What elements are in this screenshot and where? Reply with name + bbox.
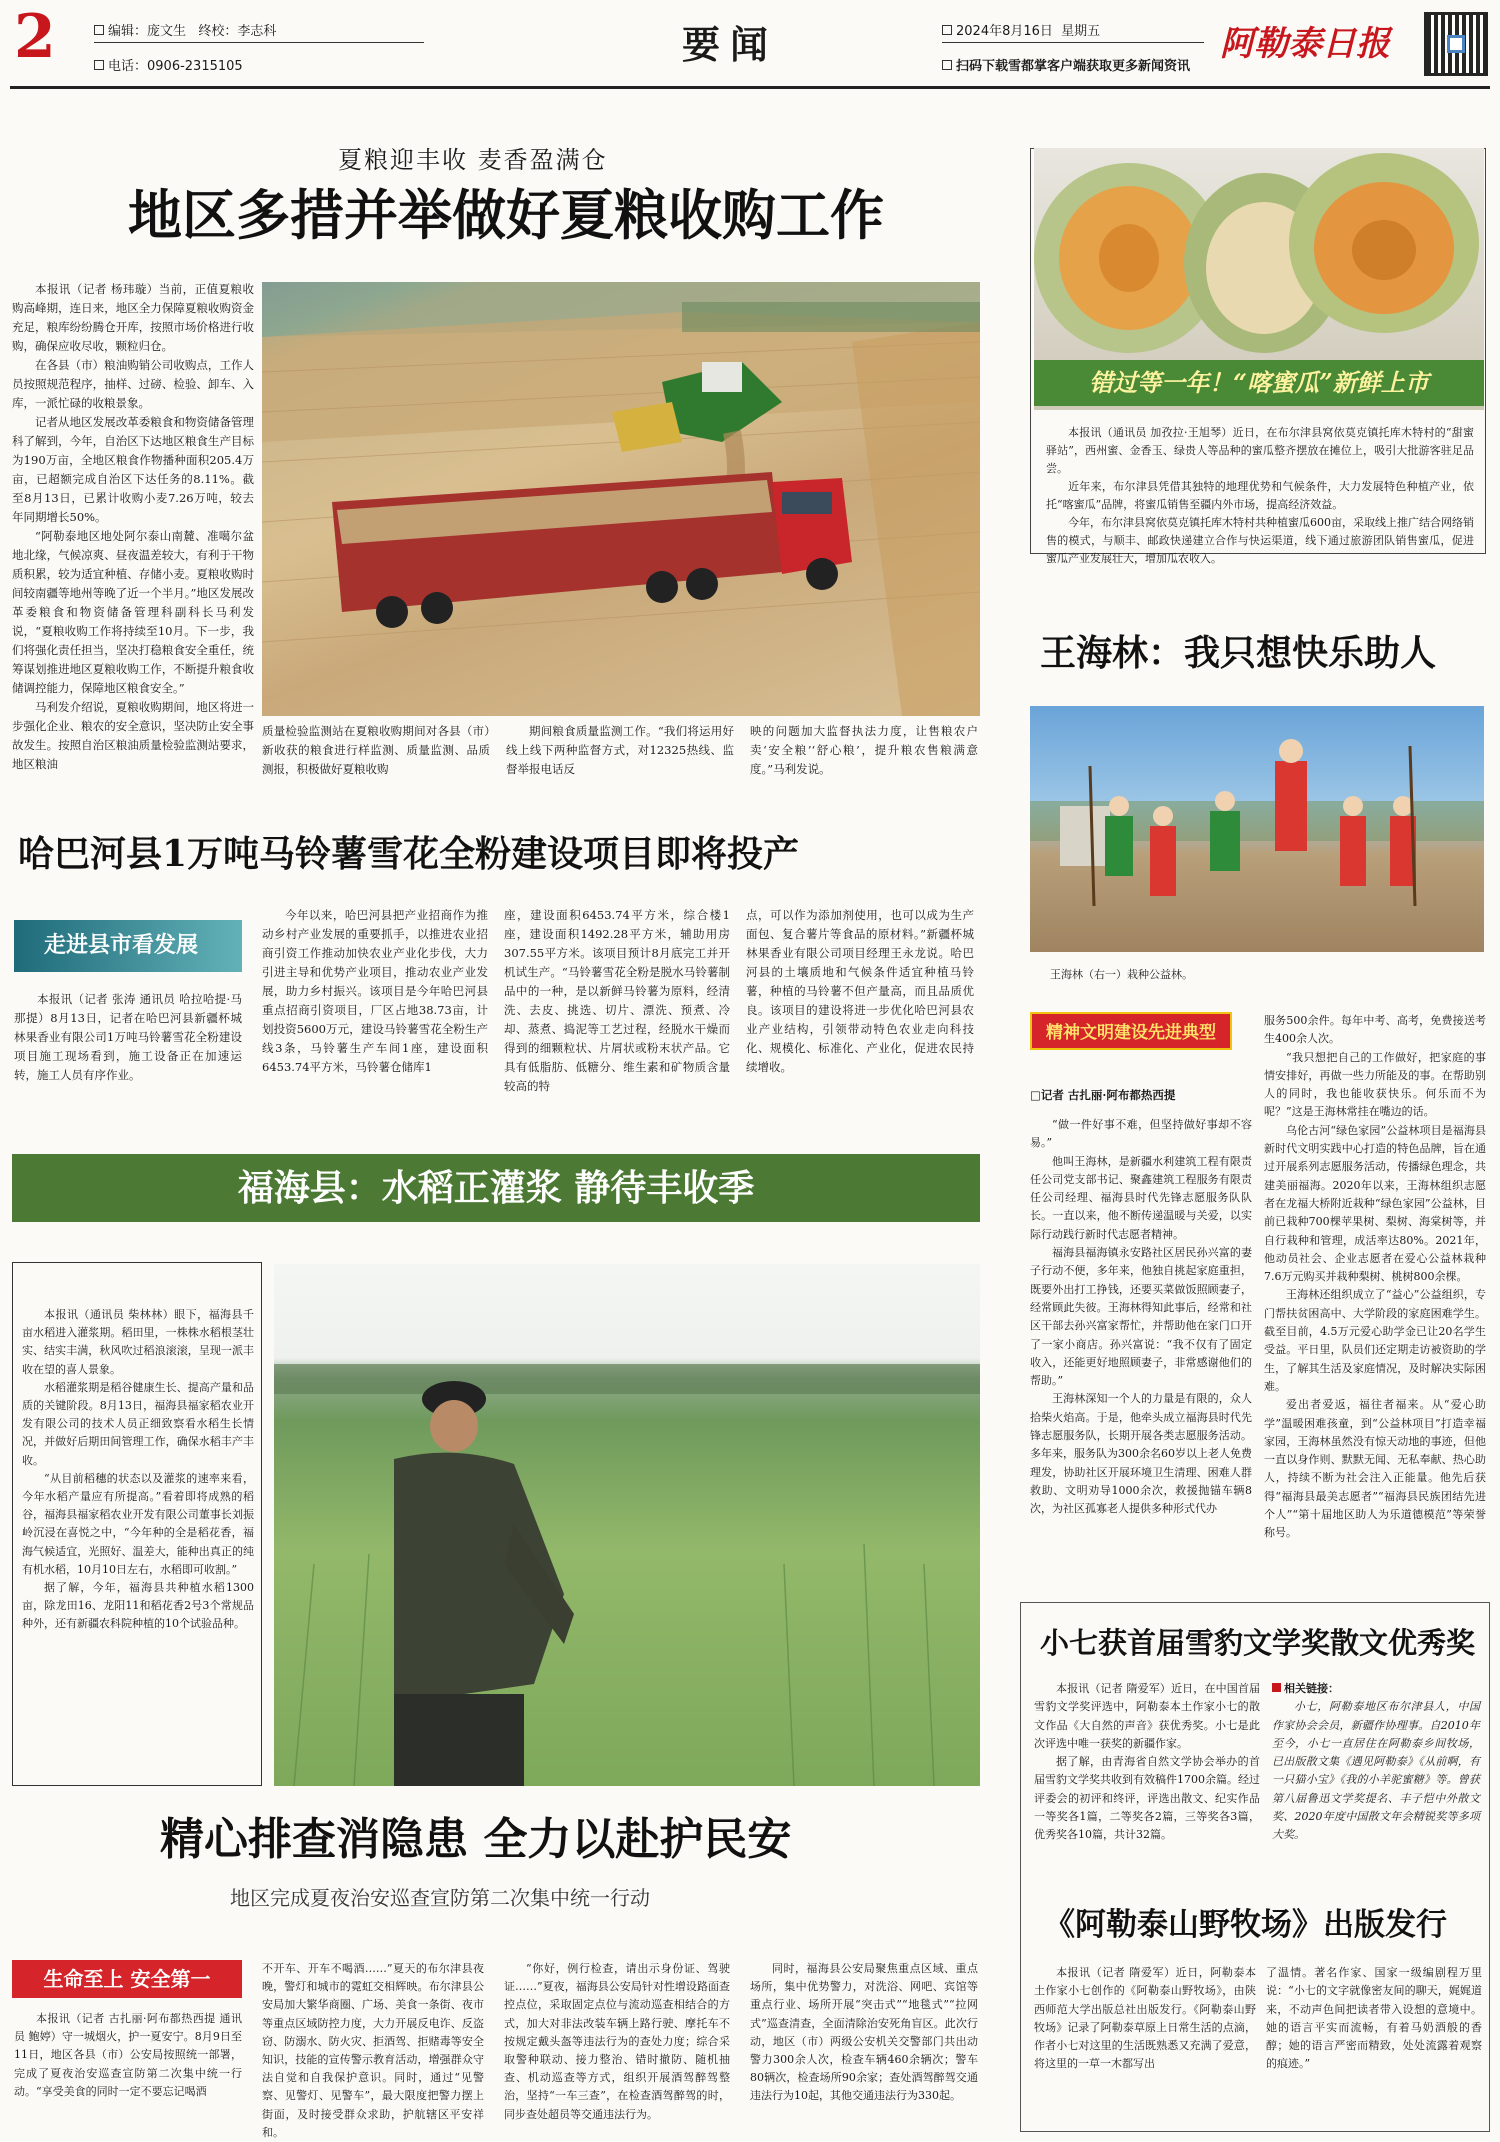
app-promo-text: 扫码下载雪都掌客户端获取更多新闻资讯 [956, 59, 1191, 74]
scan-icon [942, 60, 952, 70]
red-square-icon [1272, 1683, 1281, 1692]
editor: 编辑：庞文生 [108, 24, 187, 39]
article1-bottom-col2: 期间粮食质量监测工作。“我们将运用好线上线下两种监督方式，对12325热线、监督举报电话反 [506, 724, 734, 776]
melon-text [1046, 424, 1474, 565]
xiaoqi-headline: 小七获首届雪豹文学奖散文优秀奖 [1040, 1626, 1476, 1660]
potato-tag: 走进县市看发展 [14, 920, 242, 972]
date-line [942, 20, 1202, 40]
wheat-field-graphic [262, 282, 980, 716]
wang-photo [1030, 706, 1484, 952]
phone: 电话：0906-2315105 [108, 59, 243, 74]
wang-c1p2: 他叫王海林，是新疆水利建筑工程有限责任公司党支部书记、聚鑫建筑工程服务有限责任公司经理、福海县时代先锋志愿服务队队长。一直以来，他不断传递温暖与关爱，以实际行动践行新时代志愿者精神。 [1030, 1154, 1252, 1241]
wang-c2p3: 乌伦古河“绿色家园”公益林项目是福海县新时代文明实践中心打造的特色品牌，旨在通过开展系列志愿服务活动，传播绿色理念，共建美丽福海。2020年以来，王海林组织志愿者在龙福大桥附近栽种“绿色家园”公益林，目前已栽种700棵苹果树、梨树、海棠树等，并自行栽种和管理，成活率达80%。2021年，他动员社会、企业志愿者在爱心公益林栽种7.6万元购买并栽种梨树、桃树800余棵。 [1264, 1123, 1486, 1284]
wang-c2p4: 王海林还组织成立了“益心”公益组织，专门帮扶贫困高中、大学阶段的家庭困难学生。截至目前，4.5万元爱心助学金已让20名学生受益。平日里，队员们还定期走访被资助的学生，了解其生活及家庭情况，及时解决实际困难。 [1264, 1288, 1486, 1393]
article1-p3: 记者从地区发展改革委粮食和物资储备管理科了解到，今年，自治区下达地区粮食生产目标为190万亩，全地区粮食作物播种面积205.4万亩，已超额完成自治区下达任务的8.11%。截至8月13日，已累计收购小麦7.26万吨，较去年同期增长50%。 [12, 415, 254, 524]
potato-col2: 座，建设面积6453.74平方米，综合楼1座，建设面积1492.28平方米，辅助用房307.55平方米。该项目预计8月底完工并开机试生产。“马铃薯雪花全粉是脱水马铃薯制品中的一种，是以新鲜马铃薯为原料，经清洗、去皮、挑选、切片、漂洗、预煮、冷却、蒸煮、捣泥等工艺过程，经脱水干燥而得到的细颗粒状、片屑状或粉末状产品。它具有低脂肪、低糖分、维生素和矿物质含量较高的特 [504, 908, 730, 1093]
rice-field-graphic [274, 1264, 980, 1786]
wang-tag: 精神文明建设先进典型 [1030, 1012, 1232, 1050]
potato-col3: 点，可以作为添加剂使用，也可以成为生产面包、复合薯片等食品的原材料。”新疆杯城林果香业有限公司项目经理王永龙说。哈巴河县的土壤质地和气候条件适宜种植马铃薯，种植的马铃薯不但产量高，而且品质优良。该项目的建设将进一步优化哈巴河县农业产业结构，引领带动特色农业走向科技化、规模化、标准化、产业化，促进农民持续增收。 [746, 908, 974, 1074]
section-title: 要闻 [681, 22, 778, 67]
potato-col1: 今年以来，哈巴河县把产业招商作为推动乡村产业发展的重要抓手，以推进农业招商引资工作推动加快农业产业化步伐，大力引进主导和优势产业项目，推动农业产业发展，助力乡村振兴。该项目是今年哈巴河县重点招商引资项目，厂区占地38.73亩，计划投资5600万元，建设马铃薯雪花全粉生产线3条，马铃薯生产车间1座，建设面积6453.74平方米，马铃薯仓储库1 [262, 908, 488, 1074]
melon-p3: 今年，布尔津县窝依莫克镇托库木特村共种植蜜瓜600亩，采取线上推广结合网络销售的模式，与顺丰、邮政快递建立合作与快运渠道，线下通过旅游团队销售蜜瓜，促进蜜瓜产业发展壮大，增加瓜农收入。 [1046, 516, 1474, 565]
article1-p1: 本报讯（记者 杨玮璇）当前，正值夏粮收购高峰期，连日来，地区全力保障夏粮收购资金充足，粮库纷纷腾仓开库，按照市场价格进行收购，确保应收尽收，颗粒归仓。 [12, 282, 254, 353]
rice-p2: 水稻灌浆期是稻谷健康生长、提高产量和品质的关键阶段。8月13日，福海县福家稻农业开发有限公司的技术人员正细致察看水稻生长情况，并做好后期田间管理工作，确保水稻丰产丰收。 [22, 1380, 254, 1467]
wang-c2p2: “我只想把自己的工作做好，把家庭的事情安排好，再做一些力所能及的事。在帮助别人的同时，我也能收获快乐。何乐而不为呢？”这是王海林常挂在嘴边的话。 [1264, 1050, 1486, 1119]
article1-p2: 在各县（市）粮油购销公司收购点，工作人员按照规范程序，抽样、过磅、检验、卸车、入库，一派忙碌的收粮景象。 [12, 358, 254, 410]
melon-banner: 错过等一年！“喀蜜瓜”新鲜上市 [1034, 360, 1484, 406]
weekday: 星期五 [1061, 24, 1101, 39]
melon-photo [1034, 148, 1484, 410]
security-subhead: 地区完成夏夜治安巡查宣防第二次集中统一行动 [230, 1886, 650, 1910]
related-link-label-text: 相关链接： [1284, 1682, 1339, 1695]
article1-p5: 马利发介绍说，夏粮收购期间，地区将进一步强化企业、粮农的安全意识，坚决防止安全事故发生。按照自治区粮油质量检验监测站要求，地区粮油 [12, 700, 254, 771]
phone-icon [94, 60, 104, 70]
calendar-icon [942, 25, 952, 35]
rice-p1: 本报讯（通讯员 柴林林）眼下，福海县千亩水稻进入灌浆期。稻田里，一株株水稻根茎壮实、结实丰满，秋风吹过稻浪滚滚，呈现一派丰收在望的喜人景象。 [22, 1308, 254, 1376]
proofreader: 终校：李志科 [198, 24, 277, 39]
wang-c1p4: 王海林深知一个人的力量是有限的，众人拾柴火焰高。于是，他牵头成立福海县时代先锋志愿服务队，长期开展各类志愿服务活动。多年来，服务队为300余名60岁以上老人免费理发，协助社区开展环境卫生清理、困难人群救助、文明劝导1000余次，救援抛锚车辆8次，为社区孤寡老人提供多种形式代办 [1030, 1392, 1252, 1516]
page-number: 2 [14, 2, 56, 72]
article1-p4: “阿勒泰地区地处阿尔泰山南麓、准噶尔盆地北缘，气候凉爽、昼夜温差较大，有利于干物质积累，较为适宜种植、存储小麦。夏粮收购时间较南疆等地州等晚了近一个半月。”地区发展改革委粮食和物资储备管理科副科长马利发说，“夏粮收购工作将持续至10月。下一步，我们将强化责任担当，坚决打稳粮食安全重任，统筹谋划推进地区夏粮收购工作，不断提升粮食收储调控能力，保障地区粮食安全。” [12, 529, 254, 695]
related-link-text: 小七，阿勒泰地区布尔津县人，中国作家协会会员，新疆作协理事。自2010年至今，小七一直居住在阿勒泰乡间牧场，已出版散文集《遇见阿勒泰》《从前啊，有一只猫小宝》《我的小羊驼蜜糖》等。曾获第八届鲁迅文学奖提名、丰子恺中外散文奖、2020年度中国散文年会精锐奖等多项大奖。 [1272, 1700, 1480, 1842]
book-col2: 了温情。著名作家、国家一级编剧程万里说：“小七的文字就像密友间的聊天，娓娓道来，不动声色间把读者带入设想的意境中。她的语言平实而流畅，有着马奶酒般的香醇；她的语言严密而精致，处处流露着观察的痕迹。” [1266, 1966, 1482, 2071]
editor-line [94, 20, 424, 40]
rice-text [22, 1306, 254, 1782]
security-col3: “你好，例行检查，请出示身份证、驾驶证……”夏夜，福海县公安局针对性增设路面查控点位，采取固定点位与流动巡查相结合的方式，加大对非法改装车辆上路行驶、摩托车不按规定戴头盔等违法行为的查处力度；综合采取警种联动、接力整治、错时撤防、随机抽查、机动巡查等方式，组织开展酒驾醉驾整治，坚持“一车三查”，在检查酒驾醉驾的时，同步查处超员等交通违法行为。 [504, 1962, 730, 2121]
xiaoqi-link [1272, 1680, 1480, 1900]
article1-kicker: 夏粮迎丰收 麦香盈满仓 [338, 146, 608, 174]
app-promo [942, 55, 1222, 75]
wang-c2p5: 爱出者爱返，福往者福来。从“爱心助学”温暖困难孩童，到“公益林项目”打造幸福家园，王海林虽然没有惊天动地的事迹，但他一直以身作则、默默无闻、无私奉献、热心助人，持续不断为社会注入正能量。他先后获得“福海县最美志愿者”“福海县民族团结先进个人”“第十届地区助人为乐道德模范”等荣誉称号。 [1264, 1398, 1486, 1540]
paper-logo: 阿勒泰日报 [1220, 24, 1390, 64]
potato-lead: 本报讯（记者 张涛 通讯员 哈拉哈提·马那提）8月13日，记者在哈巴河县新疆杯城林果香业有限公司1万吨马铃薯雪花全粉建设项目施工现场看到，施工设备正在加速运转，施工人员有序作业。 [14, 992, 242, 1082]
security-col1: 本报讯（记者 古扎丽·阿布都热西提 通讯员 鲍婷）守一城烟火，护一夏安宁。8月9日至11日，地区各县（市）公安局按照统一部署，完成了夏夜治安巡查宣防第二次集中统一行动。“享受美食的同时一定不要忘记喝酒 [14, 2012, 242, 2098]
wang-c1p1: “做一件好事不难，但坚持做好事却不容易。” [1030, 1118, 1252, 1150]
qr-code[interactable] [1424, 12, 1488, 76]
security-tag: 生命至上 安全第一 [12, 1960, 242, 1998]
rice-headline: 福海县：水稻正灌浆 静待丰收季 [237, 1167, 755, 1209]
wang-byline: □记者 古扎丽·阿布都热西提 [1030, 1088, 1176, 1102]
wheat-harvest-photo [262, 282, 980, 716]
article1-left-column [12, 280, 254, 770]
date: 2024年8月16日 [956, 24, 1053, 39]
checkbox-icon [94, 25, 104, 35]
wang-c1p3: 福海县福海镇永安路社区居民孙兴富的妻子行动不便，多年来，他独自挑起家庭重担，既要外出打工挣钱，还要买菜做饭照顾妻子，经常顾此失彼。王海林得知此事后，经常和社区干部去孙兴富家帮忙，并帮助他在家门口开了一家小商店。孙兴富说：“我不仅有了固定收入，还能更好地照顾妻子，非常感谢他们的帮助。” [1030, 1246, 1252, 1388]
related-link-label [1272, 1680, 1480, 1698]
wang-c2p1: 服务500余件。每年中考、高考，免费接送考生400余人次。 [1264, 1014, 1486, 1046]
phone-line [94, 55, 424, 75]
book-col1: 本报讯（记者 隋爱军）近日，阿勒泰本土作家小七创作的《阿勒泰山野牧场》，由陕西师范大学出版总社出版发行。《阿勒泰山野牧场》记录了阿勒泰草原上日常生活的点滴，作者小七对这里的生活既熟悉又充满了爱意，将这里的一草一木都写出 [1034, 1966, 1256, 2071]
melon-p2: 近年来，布尔津县凭借其独特的地理优势和气候条件，大力发展特色种植产业，依托“喀蜜瓜”品牌，将蜜瓜销售至疆内外市场，提高经济效益。 [1046, 480, 1474, 511]
security-headline: 精心排查消隐患 全力以赴护民安 [160, 1814, 792, 1865]
rice-p3: “从目前稻穗的状态以及灌浆的速率来看，今年水稻产量应有所提高。”看着即将成熟的稻谷，福海县福家稻农业开发有限公司董事长刘振岭沉浸在喜悦之中，“今年种的全是稻花香，福海气候适宜，光照好、温差大，能种出真正的纯有机水稻，10月10日左右，水稻即可收割。” [22, 1471, 254, 1576]
xiaoqi-text [1034, 1680, 1260, 1900]
article1-bottom-col1: 质量检验监测站在夏粮收购期间对各县（市）新收获的粮食进行样监测、质量监测、品质测报，积极做好夏粮收购 [262, 724, 490, 776]
article1-bottom-col3: 映的问题加大监督执法力度，让售粮农户卖‘安全粮’‘舒心粮’，提升粮农售粮满意度。”马利发说。 [750, 724, 978, 776]
potato-headline: 哈巴河县1万吨马铃薯雪花全粉建设项目即将投产 [18, 833, 800, 875]
wang-photo-caption: 王海林（右一）栽种公益林。 [1050, 968, 1193, 981]
security-col4: 同时，福海县公安局聚焦重点区域、重点场所，集中优势警力，对洗浴、网吧、宾馆等重点行业、场所开展“突击式”“地毯式”“拉网式”巡查清查，全面清除治安死角盲区。此次行动，地区（市）两级公安机关交警部门共出动警力300余人次，检查车辆460余辆次；警车80辆次，检查场所90余家；查处酒驾醉驾交通违法行为10起，其他交通违法行为330起。 [750, 1962, 978, 2103]
article1-headline: 地区多措并举做好夏粮收购工作 [128, 183, 884, 247]
xiaoqi-p2: 据了解，由青海省自然文学协会举办的首届雪豹文学奖共收到有效稿件1700余篇。经过评委会的初评和终评，评选出散文、纪实作品一等奖各1篇，二等奖各2篇，三等奖各3篇，优秀奖各10篇，共计32篇。 [1034, 1755, 1260, 1842]
xiaoqi-p1: 本报讯（记者 隋爱军）近日，在中国首届雪豹文学奖评选中，阿勒泰本土作家小七的散文作品《大自然的声音》获优秀奖。小七是此次评选中唯一获奖的新疆作家。 [1034, 1682, 1260, 1750]
tree-planting-graphic [1030, 706, 1484, 952]
wang-headline: 王海林：我只想快乐助人 [1040, 632, 1437, 674]
security-col2: 不开车、开车不喝酒……”夏天的布尔津县夜晚，警灯和城市的霓虹交相辉映。布尔津县公安局加大繁华商圈、广场、美食一条街、夜市等重点区域防控力度，大力开展反电诈、反盗窃、防溺水、防火灾、拒酒驾、拒赌毒等安全知识，技能的宣传警示教育活动，增强群众守法自觉和自我保护意识。同时，通过“见警察、见警灯、见警车”，最大限度把警力摆上街面，及时接受群众求助，护航辖区平安祥和。 [262, 1962, 484, 2139]
melon-p1: 本报讯（通讯员 加孜拉·王旭琴）近日，在布尔津县窝依莫克镇托库木特村的“甜蜜驿站”，西州蜜、金香玉、绿贵人等品种的蜜瓜整齐摆放在摊位上，吸引大批游客驻足品尝。 [1046, 426, 1474, 475]
rice-p4: 据了解，今年，福海县共种植水稻1300亩，除龙田16、龙阳11和稻花香2号3个常规品种外，还有新疆农科院种植的10个试验品种。 [22, 1581, 254, 1631]
book-headline: 《阿勒泰山野牧场》出版发行 [1044, 1907, 1447, 1943]
rice-photo [274, 1264, 980, 1786]
